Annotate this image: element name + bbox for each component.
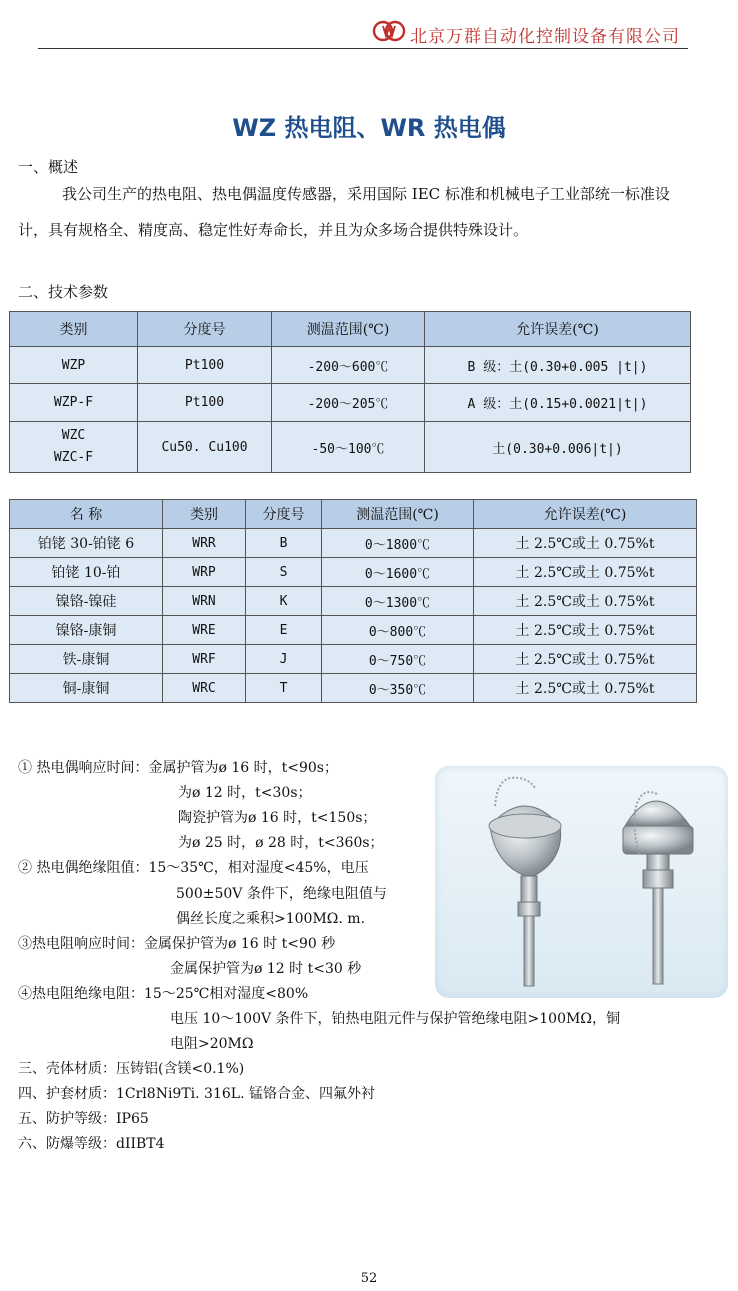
table-cell: Pt100: [138, 384, 272, 422]
table-row: [10, 347, 691, 384]
table-cell: 0～1800℃: [322, 529, 474, 558]
page-title: WZ 热电阻、WR 热电偶: [232, 114, 506, 142]
table1-header: 允许误差(℃): [425, 312, 691, 347]
table-cell: 土 2.5℃或土 0.75%t: [474, 558, 697, 587]
overview-paragraph: 我公司生产的热电阻、热电偶温度传感器，采用国际 IEC 标准和机械电子工业部统一标准设计，具有规格全、精度高、稳定性好寿命长，并且为众多场合提供特殊设计。: [18, 185, 670, 239]
section-overview-heading: 一、概述: [18, 158, 79, 176]
table-cell: S: [246, 558, 322, 587]
spec-line: 金属保护管为ø 12 时 t<30 秒: [170, 961, 362, 977]
table-cell: WRC: [163, 674, 246, 703]
spec-line: ② 热电偶绝缘阻值：15～35℃，相对湿度<45%，电压: [18, 860, 369, 876]
table-cell: 0～800℃: [322, 616, 474, 645]
table-cell: -50～100℃: [272, 422, 425, 473]
table-cell: T: [246, 674, 322, 703]
table-cell: 0～1300℃: [322, 587, 474, 616]
table-row: [10, 529, 697, 558]
table-cell: 铁-康铜: [10, 645, 163, 674]
table2-header: 类别: [163, 500, 246, 529]
company-logo-icon: [372, 20, 406, 42]
thermocouple-illustration: [435, 766, 728, 998]
spec-line: 偶丝长度之乘积>100MΩ. m.: [176, 911, 366, 927]
table-row: [10, 645, 697, 674]
table-cell: 土 2.5℃或土 0.75%t: [474, 587, 697, 616]
table-cell: -200～205℃: [272, 384, 425, 422]
page-header: [38, 18, 688, 49]
table2-header: 分度号: [246, 500, 322, 529]
spec-line: 为ø 12 时，t<30s；: [178, 785, 312, 801]
table-cell: 铂铑 30-铂铑 6: [10, 529, 163, 558]
table-cell: A 级：土(0.15+0.0021|t|): [425, 384, 691, 422]
table2-header: 允许误差(℃): [474, 500, 697, 529]
table-cell: WZP: [10, 347, 138, 384]
table-row: [10, 674, 697, 703]
table-cell: E: [246, 616, 322, 645]
table-cell: [10, 422, 138, 473]
table1-header: 类别: [10, 312, 138, 347]
table-row: [10, 616, 697, 645]
table-cell: Cu50. Cu100: [138, 422, 272, 473]
table-row: [10, 384, 691, 422]
table-cell: 土 2.5℃或土 0.75%t: [474, 529, 697, 558]
table1-header: 分度号: [138, 312, 272, 347]
table-cell: 土 2.5℃或土 0.75%t: [474, 674, 697, 703]
thermocouple-spec-table: [9, 499, 697, 703]
table-cell: 镍铬-镍硅: [10, 587, 163, 616]
table-cell: 镍铬-康铜: [10, 616, 163, 645]
spec-line: 500±50V 条件下，绝缘电阻值与: [176, 886, 387, 902]
table-cell: WRP: [163, 558, 246, 587]
section-tech-heading: 二、技术参数: [18, 283, 109, 301]
spec-line: ① 热电偶响应时间：金属护管为ø 16 时，t<90s；: [18, 760, 338, 776]
table-row: [10, 422, 691, 473]
table-cell: K: [246, 587, 322, 616]
rtd-spec-table: [9, 311, 691, 473]
spec-line: 三、壳体材质：压铸铝(含镁<0.1%): [18, 1061, 245, 1077]
table-cell: 0～350℃: [322, 674, 474, 703]
spec-line: 六、防爆等级：dIIBT4: [18, 1136, 165, 1152]
spec-line: ③热电阻响应时间：金属保护管为ø 16 时 t<90 秒: [18, 936, 336, 952]
spec-line: 四、护套材质：1Crl8Ni9Ti. 316L. 锰铬合金、四氟外衬: [18, 1086, 375, 1102]
table-cell: J: [246, 645, 322, 674]
spec-line: ④热电阻绝缘电阻：15～25℃相对湿度<80%: [18, 986, 309, 1002]
table-cell: WZP-F: [10, 384, 138, 422]
table-cell: -200～600℃: [272, 347, 425, 384]
product-photo: [435, 766, 728, 998]
page-number: 52: [360, 1271, 378, 1286]
company-name: 北京万群自动化控制设备有限公司: [410, 27, 680, 47]
table-cell: WRR: [163, 529, 246, 558]
table2-header: 测温范围(℃): [322, 500, 474, 529]
table1-header: 测温范围(℃): [272, 312, 425, 347]
table-cell: B: [246, 529, 322, 558]
table-cell: 0～750℃: [322, 645, 474, 674]
table-row: [10, 587, 697, 616]
table-cell: 土(0.30+0.006|t|): [425, 422, 691, 473]
table-cell: 铜-康铜: [10, 674, 163, 703]
table-cell-line: WZC-F: [53, 450, 94, 465]
spec-line: 电阻>20MΩ: [170, 1036, 254, 1052]
table-cell: 铂铑 10-铂: [10, 558, 163, 587]
table-cell: Pt100: [138, 347, 272, 384]
spec-line: 为ø 25 时，ø 28 时，t<360s；: [178, 835, 384, 851]
table-cell: 土 2.5℃或土 0.75%t: [474, 616, 697, 645]
table2-header: 名 称: [10, 500, 163, 529]
table-row: [10, 558, 697, 587]
table-cell: 土 2.5℃或土 0.75%t: [474, 645, 697, 674]
table-cell: WRE: [163, 616, 246, 645]
table-cell: WRN: [163, 587, 246, 616]
table-cell: 0～1600℃: [322, 558, 474, 587]
table-cell-line: WZC: [61, 428, 86, 443]
spec-line: 电压 10～100V 条件下，铂热电阻元件与保护管绝缘电阻>100MΩ，铜: [170, 1011, 620, 1027]
table-cell: WRF: [163, 645, 246, 674]
spec-line: 五、防护等级：IP65: [18, 1111, 149, 1127]
spec-line: 陶瓷护管为ø 16 时，t<150s；: [178, 810, 377, 826]
table-cell: B 级：土(0.30+0.005 |t|): [425, 347, 691, 384]
